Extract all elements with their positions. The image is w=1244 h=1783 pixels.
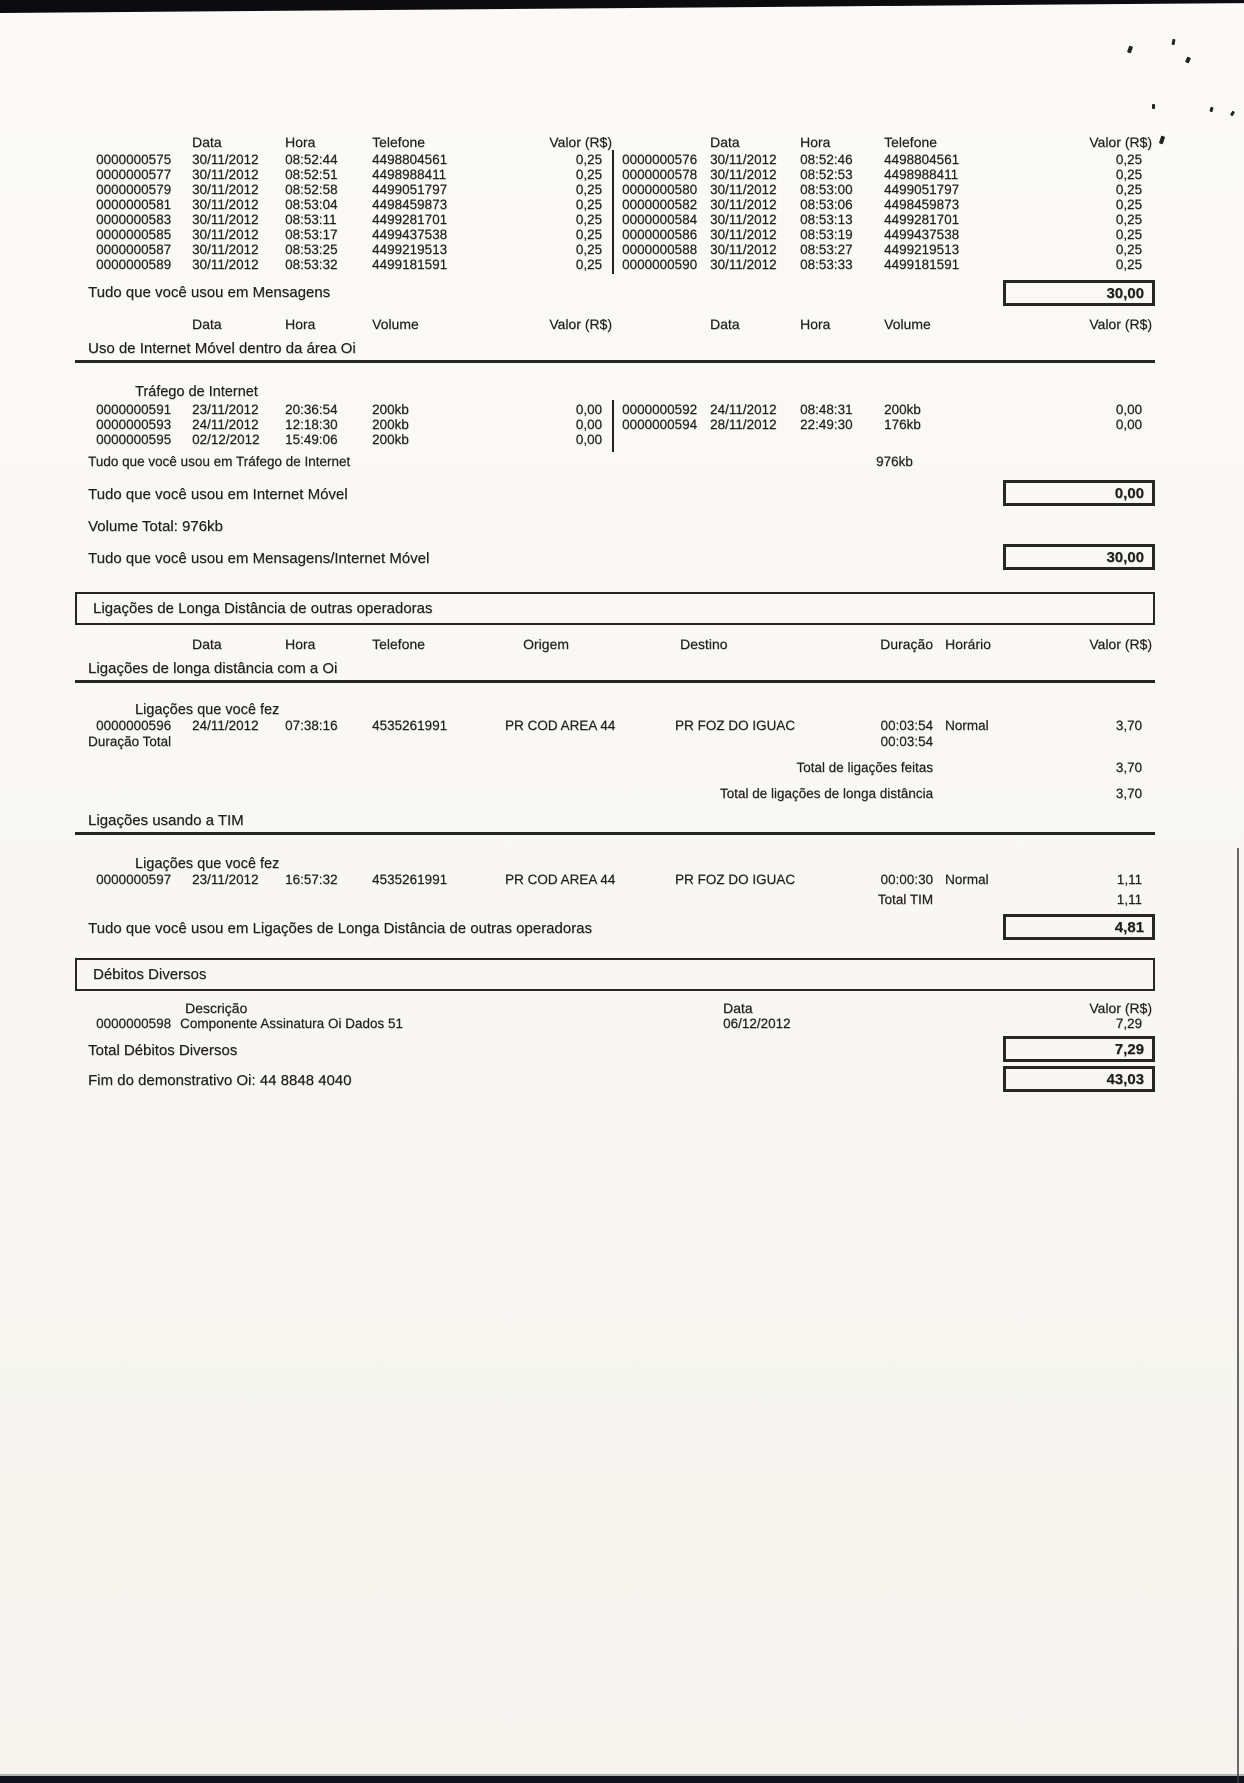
cell-id: 0000000575 <box>96 152 172 167</box>
col-header-data-left: Data <box>192 316 222 332</box>
cell-time: 08:53:04 <box>285 197 338 212</box>
cell-time: 08:52:53 <box>800 167 853 182</box>
cell-value: 0,00 <box>575 432 602 447</box>
ld-grand-total-value: 4,81 <box>1114 919 1144 936</box>
cell-value: 0,25 <box>1115 182 1142 197</box>
internet-section-title: Uso de Internet Móvel dentro da área Oi <box>88 340 356 357</box>
statement-end-value: 43,03 <box>1106 1071 1144 1088</box>
ld-tim-calls-label: Ligações que você fez <box>135 856 280 872</box>
table-row <box>96 167 602 182</box>
ld-header-hora: Hora <box>285 636 316 652</box>
col-header-valor-left: Valor (R$) <box>549 316 612 332</box>
cell-value: 0,25 <box>575 212 602 227</box>
cell-time: 08:53:17 <box>285 227 338 242</box>
cell-destination: PR FOZ DO IGUAC <box>675 718 796 733</box>
traffic-total-volume: 976kb <box>876 454 913 469</box>
table-row <box>622 417 1142 432</box>
ld-header-origem: Origem <box>523 636 569 652</box>
cell-id: 0000000592 <box>622 402 698 417</box>
cell-id: 0000000589 <box>96 257 172 272</box>
cell-date: 30/11/2012 <box>710 152 777 167</box>
cell-period: Normal <box>945 718 989 733</box>
ink-speck <box>1230 111 1235 117</box>
deb-header-valor: Valor (R$) <box>1089 1000 1152 1016</box>
cell-id: 0000000598 <box>96 1016 172 1031</box>
cell-phone: 4499281701 <box>372 212 448 227</box>
cell-time: 08:53:13 <box>800 212 853 227</box>
cell-id: 0000000597 <box>96 872 172 887</box>
cell-value: 0,25 <box>575 152 602 167</box>
cell-time: 08:52:44 <box>285 152 338 167</box>
ld-oi-title: Ligações de longa distância com a Oi <box>88 660 338 677</box>
col-header-telefone-left: Telefone <box>372 134 425 150</box>
table-row <box>622 257 1142 272</box>
cell-time: 20:36:54 <box>285 402 338 417</box>
table-row <box>622 152 1142 167</box>
deb-header-data: Data <box>723 1000 753 1016</box>
cell-id: 0000000593 <box>96 417 172 432</box>
combined-total-label: Tudo que você usou em Mensagens/Internet Móvel <box>88 550 430 567</box>
ink-speck <box>1127 46 1133 54</box>
cell-date: 30/11/2012 <box>710 257 777 272</box>
cell-id: 0000000585 <box>96 227 172 242</box>
cell-origin: PR COD AREA 44 <box>505 872 616 887</box>
cell-value: 0,25 <box>575 227 602 242</box>
cell-phone: 4535261991 <box>372 872 448 887</box>
cell-id: 0000000582 <box>622 197 698 212</box>
cell-time: 07:38:16 <box>285 718 338 733</box>
cell-id: 0000000581 <box>96 197 172 212</box>
cell-value: 0,25 <box>1115 212 1142 227</box>
internet-table-left <box>96 402 602 447</box>
cell-value: 0,00 <box>1115 417 1142 432</box>
column-divider <box>612 150 614 274</box>
messages-total-box <box>1003 280 1155 306</box>
messages-total-label: Tudo que você usou em Mensagens <box>88 284 331 301</box>
ld-header-data: Data <box>192 636 222 652</box>
cell-value: 0,25 <box>1115 197 1142 212</box>
cell-id: 0000000579 <box>96 182 172 197</box>
deb-header-descricao: Descrição <box>185 1000 248 1016</box>
cell-phone: 4499051797 <box>884 182 960 197</box>
cell-value: 0,25 <box>1115 242 1142 257</box>
cell-phone: 4498988411 <box>372 167 447 182</box>
cell-id: 0000000577 <box>96 167 172 182</box>
ld-total-ld-label: Total de ligações de longa distância <box>719 786 933 801</box>
debits-total-label: Total Débitos Diversos <box>88 1042 238 1059</box>
messages-table-left <box>96 152 602 272</box>
table-row <box>96 227 602 242</box>
cell-id: 0000000587 <box>96 242 172 257</box>
mobile-total-label: Tudo que você usou em Internet Móvel <box>88 486 348 503</box>
cell-date: 30/11/2012 <box>192 212 259 227</box>
ld-grand-total-box <box>1003 914 1155 940</box>
cell-date: 30/11/2012 <box>192 167 259 182</box>
cell-value: 0,25 <box>575 257 602 272</box>
ld-header-valor: Valor (R$) <box>1089 636 1152 652</box>
cell-date: 30/11/2012 <box>192 197 259 212</box>
cell-value: 0,25 <box>575 167 602 182</box>
cell-value: 7,29 <box>1115 1016 1142 1031</box>
section-rule <box>75 680 1155 683</box>
combined-total-value: 30,00 <box>1106 549 1144 566</box>
col-header-volume-left: Volume <box>372 316 419 332</box>
cell-time: 08:53:32 <box>285 257 338 272</box>
cell-volume: 200kb <box>372 402 409 417</box>
ink-speck <box>1172 39 1176 45</box>
cell-value: 1,11 <box>1116 872 1142 887</box>
table-row <box>622 167 1142 182</box>
cell-volume: 200kb <box>884 402 921 417</box>
cell-value: 0,25 <box>575 242 602 257</box>
col-header-valor-right: Valor (R$) <box>1089 134 1152 150</box>
cell-time: 08:53:06 <box>800 197 853 212</box>
col-header-volume-right: Volume <box>884 316 931 332</box>
table-row <box>622 402 1142 417</box>
cell-value: 0,25 <box>575 197 602 212</box>
table-row <box>96 212 602 227</box>
ld-header-duracao: Duração <box>880 636 933 652</box>
cell-date: 30/11/2012 <box>192 257 259 272</box>
ld-header-destino: Destino <box>680 636 728 652</box>
cell-time: 08:53:19 <box>800 227 853 242</box>
cell-value: 0,25 <box>1115 257 1142 272</box>
cell-time: 16:57:32 <box>285 872 338 887</box>
cell-date: 30/11/2012 <box>710 227 777 242</box>
cell-date: 30/11/2012 <box>192 242 259 257</box>
cell-time: 08:53:27 <box>800 242 853 257</box>
mobile-total-box <box>1003 480 1155 506</box>
table-row <box>96 402 602 417</box>
cell-phone: 4499181591 <box>884 257 960 272</box>
messages-total-value: 30,00 <box>1106 285 1144 302</box>
table-row <box>622 197 1142 212</box>
combined-total-box <box>1003 544 1155 570</box>
cell-date: 30/11/2012 <box>710 167 777 182</box>
cell-time: 12:18:30 <box>285 417 338 432</box>
cell-duration: 00:00:30 <box>880 872 933 887</box>
debits-total-box <box>1003 1036 1155 1062</box>
cell-duration: 00:03:54 <box>880 718 933 733</box>
ld-grand-total-label: Tudo que você usou em Ligações de Longa Distância de outras operadoras <box>88 920 592 937</box>
mobile-total-value: 0,00 <box>1114 485 1144 502</box>
ld-total-calls-value: 3,70 <box>1115 760 1142 775</box>
col-header-data-left: Data <box>192 134 222 150</box>
cell-id: 0000000595 <box>96 432 172 447</box>
cell-date: 24/11/2012 <box>710 402 777 417</box>
table-row <box>96 257 602 272</box>
volume-total-label: Volume Total: 976kb <box>88 518 223 535</box>
cell-phone: 4498804561 <box>884 152 960 167</box>
cell-id: 0000000586 <box>622 227 698 242</box>
cell-id: 0000000596 <box>96 718 172 733</box>
table-row <box>96 242 602 257</box>
ld-header-horario: Horário <box>945 636 991 652</box>
cell-id: 0000000576 <box>622 152 698 167</box>
cell-date: 30/11/2012 <box>192 152 259 167</box>
scan-top-edge <box>0 0 1244 13</box>
col-header-hora-left: Hora <box>285 316 316 332</box>
cell-time: 15:49:06 <box>285 432 338 447</box>
col-header-hora-right: Hora <box>800 134 831 150</box>
cell-phone: 4499181591 <box>372 257 448 272</box>
cell-date: 02/12/2012 <box>192 432 260 447</box>
internet-table-right <box>622 402 1142 432</box>
ink-speck <box>1209 107 1213 113</box>
cell-volume: 176kb <box>884 417 921 432</box>
ld-oi-calls-label: Ligações que você fez <box>135 702 280 718</box>
cell-id: 0000000588 <box>622 242 698 257</box>
tim-total-label: Total TIM <box>877 892 933 907</box>
scan-right-edge-line <box>1237 848 1239 1783</box>
cell-phone: 4499437538 <box>372 227 448 242</box>
cell-time: 08:48:31 <box>800 402 853 417</box>
ld-oi-table <box>96 718 1142 733</box>
table-row <box>622 227 1142 242</box>
messages-table-right <box>622 152 1142 272</box>
table-row <box>96 718 1142 733</box>
table-row <box>96 417 602 432</box>
cell-phone: 4499219513 <box>372 242 448 257</box>
ld-tim-title: Ligações usando a TIM <box>88 812 244 829</box>
cell-id: 0000000583 <box>96 212 172 227</box>
table-row <box>622 212 1142 227</box>
cell-date: 30/11/2012 <box>710 197 777 212</box>
ld-duration-total-value: 00:03:54 <box>880 734 933 749</box>
cell-date: 30/11/2012 <box>710 182 777 197</box>
section-rule <box>75 832 1155 835</box>
debits-section-box <box>75 958 1155 991</box>
statement-end-label: Fim do demonstrativo Oi: 44 8848 4040 <box>88 1072 352 1089</box>
cell-description: Componente Assinatura Oi Dados 51 <box>180 1016 403 1031</box>
cell-value: 0,25 <box>1115 227 1142 242</box>
table-row <box>96 432 602 447</box>
column-divider <box>612 400 614 452</box>
ink-speck <box>1185 56 1191 63</box>
cell-value: 0,00 <box>1115 402 1142 417</box>
cell-phone: 4499219513 <box>884 242 960 257</box>
debits-table <box>96 1016 1142 1031</box>
cell-volume: 200kb <box>372 432 409 447</box>
ld-duration-total-label: Duração Total <box>88 734 172 749</box>
cell-time: 08:53:00 <box>800 182 853 197</box>
col-header-data-right: Data <box>710 134 740 150</box>
cell-time: 08:52:46 <box>800 152 853 167</box>
cell-phone: 4498804561 <box>372 152 448 167</box>
table-row <box>96 872 1142 887</box>
long-distance-section-title: Ligações de Longa Distância de outras operadoras <box>93 600 433 617</box>
ld-total-ld-value: 3,70 <box>1115 786 1142 801</box>
cell-time: 22:49:30 <box>800 417 853 432</box>
statement-end-box <box>1003 1066 1155 1092</box>
cell-date: 06/12/2012 <box>723 1016 791 1031</box>
cell-value: 0,00 <box>575 402 602 417</box>
cell-value: 3,70 <box>1115 718 1142 733</box>
cell-date: 24/11/2012 <box>192 718 259 733</box>
cell-phone: 4535261991 <box>372 718 448 733</box>
long-distance-section-box <box>75 592 1155 625</box>
cell-destination: PR FOZ DO IGUAC <box>675 872 796 887</box>
cell-time: 08:53:11 <box>285 212 337 227</box>
col-header-valor-left: Valor (R$) <box>549 134 612 150</box>
cell-phone: 4499437538 <box>884 227 960 242</box>
cell-date: 30/11/2012 <box>192 227 259 242</box>
col-header-hora-left: Hora <box>285 134 316 150</box>
cell-value: 0,00 <box>575 417 602 432</box>
ld-tim-table <box>96 872 1142 887</box>
cell-time: 08:52:58 <box>285 182 338 197</box>
cell-period: Normal <box>945 872 989 887</box>
cell-id: 0000000590 <box>622 257 698 272</box>
debits-section-title: Débitos Diversos <box>93 966 207 983</box>
col-header-valor-right: Valor (R$) <box>1089 316 1152 332</box>
cell-time: 08:53:33 <box>800 257 853 272</box>
cell-id: 0000000594 <box>622 417 698 432</box>
cell-date: 30/11/2012 <box>710 212 777 227</box>
ld-total-calls-label: Total de ligações feitas <box>796 760 933 775</box>
cell-time: 08:53:25 <box>285 242 338 257</box>
cell-id: 0000000591 <box>96 402 172 417</box>
cell-phone: 4499051797 <box>372 182 448 197</box>
cell-id: 0000000580 <box>622 182 698 197</box>
table-row <box>622 182 1142 197</box>
cell-date: 28/11/2012 <box>710 417 777 432</box>
cell-value: 0,25 <box>575 182 602 197</box>
cell-date: 24/11/2012 <box>192 417 259 432</box>
table-row <box>96 152 602 167</box>
ld-header-telefone: Telefone <box>372 636 425 652</box>
cell-date: 30/11/2012 <box>710 242 777 257</box>
ink-speck <box>1159 136 1165 145</box>
cell-phone: 4499281701 <box>884 212 960 227</box>
table-row <box>96 182 602 197</box>
table-row <box>96 1016 1142 1031</box>
internet-subsection-title: Tráfego de Internet <box>135 384 258 400</box>
tim-total-value: 1,11 <box>1116 892 1142 907</box>
cell-date: 23/11/2012 <box>192 872 259 887</box>
cell-id: 0000000578 <box>622 167 698 182</box>
debits-total-value: 7,29 <box>1114 1041 1144 1058</box>
cell-phone: 4498988411 <box>884 167 959 182</box>
col-header-telefone-right: Telefone <box>884 134 937 150</box>
col-header-hora-right: Hora <box>800 316 831 332</box>
cell-value: 0,25 <box>1115 167 1142 182</box>
cell-id: 0000000584 <box>622 212 698 227</box>
cell-phone: 4498459873 <box>884 197 960 212</box>
section-rule <box>75 360 1155 363</box>
cell-volume: 200kb <box>372 417 409 432</box>
scan-bottom-edge <box>0 1774 1244 1783</box>
cell-date: 23/11/2012 <box>192 402 259 417</box>
cell-time: 08:52:51 <box>285 167 338 182</box>
table-row <box>622 242 1142 257</box>
cell-date: 30/11/2012 <box>192 182 259 197</box>
cell-phone: 4498459873 <box>372 197 448 212</box>
cell-value: 0,25 <box>1115 152 1142 167</box>
col-header-data-right: Data <box>710 316 740 332</box>
ink-speck <box>1152 104 1155 109</box>
traffic-total-label: Tudo que você usou em Tráfego de Internet <box>88 454 351 469</box>
cell-origin: PR COD AREA 44 <box>505 718 616 733</box>
table-row <box>96 197 602 212</box>
